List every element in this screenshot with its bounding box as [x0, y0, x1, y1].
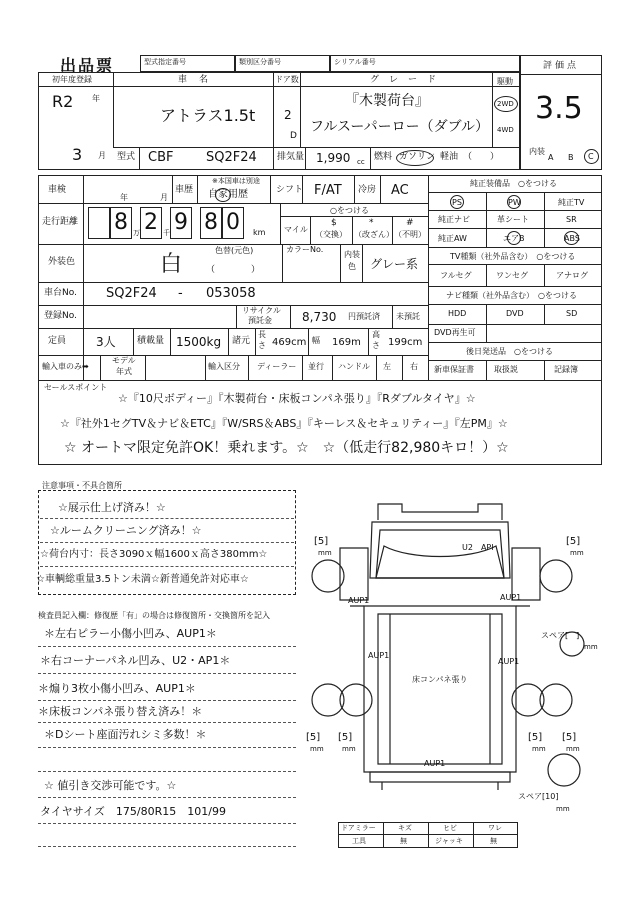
length-value: 469cm [272, 337, 307, 348]
interior-a: A [548, 153, 554, 162]
later-manual: 取扱説 [494, 365, 518, 374]
shift-value: F/AT [314, 183, 342, 198]
later-shipping-label: 後日発送品 ○をつける [466, 347, 553, 356]
recycle-value: 8,730 [302, 310, 337, 324]
interior-c: C [588, 152, 594, 161]
inspector-item-3: ＊煽り3枚小傷小凹み、AUP1＊ [38, 682, 196, 695]
mileage-label: 走行距離 [42, 217, 79, 227]
later-records: 記録簿 [554, 365, 578, 374]
damage-aup1-side-right: AUP1 [498, 657, 520, 666]
grade-line2: フルスーパーロー（ダブル） [310, 119, 490, 135]
mileage-digit-5: 0 [226, 210, 240, 235]
mile-label: マイル [284, 225, 308, 234]
sales-point-1: ☆『10尺ボディー』『木製荷台・床板コンパネ張り』『Rダブルタイヤ』☆ [118, 392, 476, 405]
tire-front-right: [5] [566, 536, 581, 547]
note-item-1: ☆展示仕上げ済み！☆ [58, 501, 166, 514]
equip-leather: 革シート [497, 215, 529, 224]
shift-label: シフト [276, 185, 304, 195]
ac-value: AC [391, 183, 409, 198]
document-title: 出品票 [60, 56, 115, 75]
exterior-label: 外装色 [48, 257, 76, 267]
serial-field: シリアル番号 [330, 55, 520, 72]
tire-rear-4: [5] [562, 732, 577, 743]
navi-type-label: ナビ種類（社外品含む） ○をつける [446, 291, 577, 300]
tv-type-label: TV種類（社外品含む） ○をつける [450, 252, 576, 261]
equip-genuine-navi: 純正ナビ [438, 215, 470, 224]
fuel-label: 燃料 [374, 152, 393, 162]
notes-label: 注意事項・不具合箇所 [42, 481, 122, 490]
first-reg-label: 初年度登録 [52, 75, 92, 84]
doors-label: ドア数 [275, 75, 299, 84]
equip-pw: PW [508, 198, 521, 207]
tire-front-left: [5] [314, 536, 329, 547]
equip-genuine-tv: 純正TV [558, 198, 585, 207]
mileage-digit-3: 9 [174, 210, 188, 235]
tire-rear-3: [5] [528, 732, 543, 743]
doors-value: 2 [284, 108, 292, 122]
model-type-label: 型式 [117, 152, 136, 162]
sales-point-2: ☆『社外1セグTV＆ナビ＆ETC』『W/SRS＆ABS』『キーレス＆セキュリティー』『左PM』☆ [60, 417, 508, 430]
tire-rear-2: [5] [338, 732, 353, 743]
chassis-label: 車台No. [44, 288, 77, 298]
interior-b: B [568, 153, 574, 162]
height-value: 199cm [388, 337, 423, 348]
inspector-item-8: タイヤサイズ 175/80R15 101/99 [40, 805, 226, 818]
ac-label: 冷房 [358, 185, 377, 195]
sales-point-3: ☆ オートマ限定免許OK！乗れます。☆ ☆（低走行82,980キロ！）☆ [64, 440, 509, 456]
load-value: 1500kg [176, 335, 222, 349]
damage-aup1-side-left: AUP1 [368, 651, 390, 660]
color-no-label: カラーNo. [286, 245, 324, 254]
mileage-digit-4: 8 [204, 210, 218, 235]
inspector-item-7: ☆ 値引き交渉可能です。☆ [44, 779, 177, 792]
damage-u2-api: U2 API [462, 543, 494, 552]
car-name: アトラス1.5t [160, 106, 256, 125]
category-field: 類別区分番号 [235, 55, 330, 72]
inspector-item-5: ＊Dシート座面汚れシミ多数！＊ [44, 728, 207, 741]
interior-color: グレー系 [370, 257, 419, 271]
inspection-label: 車検 [48, 185, 67, 195]
tv-fullseg: フルセグ [440, 271, 472, 280]
car-name-label: 車名 [178, 75, 221, 85]
inspector-item-1: ＊左右ピラー小傷小凹み、AUP1＊ [44, 627, 217, 640]
model-designation-field: 型式指定番号 [140, 55, 235, 72]
damage-aup1-left: AUP1 [348, 596, 370, 605]
width-value: 169m [332, 337, 361, 348]
drive-4wd: 4WD [497, 126, 514, 134]
inspector-item-2: ＊右コーナーパネル凹み、U2・AP1＊ [40, 654, 231, 667]
chassis-1: SQ2F24 [106, 286, 157, 301]
interior-label: 内装 [529, 147, 545, 156]
eval-label: 評価点 [543, 61, 580, 71]
equip-abs: ABS [564, 234, 580, 243]
inspector-item-4: ＊床板コンパネ張り替え済み！＊ [38, 705, 203, 718]
history-label: 車歴 [175, 185, 194, 195]
equip-sr: SR [566, 215, 577, 224]
navi-hdd: HDD [448, 309, 467, 318]
grade-label: グレード [370, 75, 447, 85]
equip-airbag: エアB [503, 234, 525, 243]
equip-genuine-aw: 純正AW [438, 234, 467, 243]
damage-floor: 床コンパネ張り [412, 675, 468, 684]
inspector-label: 検査員記入欄：修復歴「有」の場合は修復箇所・交換箇所を記入 [38, 611, 270, 620]
genuine-equipment-label: 純正装備品 ○をつける [470, 179, 557, 188]
vehicle-damage-diagram [300, 490, 600, 810]
fuel-light-oil: 軽油 [440, 152, 459, 162]
displacement-value: 1,990 [316, 151, 351, 165]
fuel-other: （ ） [463, 152, 500, 162]
note-item-2: ☆ルームクリーニング済み！☆ [50, 524, 202, 537]
grade-line1: 『木製荷台』 [345, 93, 429, 109]
eval-score: 3.5 [535, 91, 583, 126]
damage-aup1-rear: AUP1 [424, 759, 446, 768]
tools-value: 無 [400, 837, 407, 845]
first-reg-year: R2 [52, 92, 74, 111]
model-type-1: CBF [148, 150, 174, 165]
capacity-label: 定員 [48, 336, 67, 346]
note-item-3: ☆荷台内寸：長さ3090ｘ幅1600ｘ高さ380mm☆ [40, 549, 268, 560]
tire-rear-1: [5] [306, 732, 321, 743]
capacity-value: 3人 [96, 335, 116, 349]
model-type-2: SQ2F24 [206, 150, 257, 165]
spare-bottom-label: スペア[10] [518, 792, 559, 801]
damage-aup1-right: AUP1 [500, 593, 522, 602]
later-warranty: 新車保証書 [434, 365, 474, 374]
first-reg-month: 3 [72, 145, 83, 164]
fuel-value: ガソリン [399, 152, 436, 162]
import-only-label: 輸入車のみ➡ [42, 362, 89, 371]
history-value: 自家用歴 [208, 189, 248, 200]
mileage-digit-2: 2 [144, 210, 158, 235]
tv-oneseg: ワンセグ [496, 271, 528, 280]
exterior-color: 白 [160, 252, 183, 277]
note-item-4: ☆車輌総重量3.5トン未満☆新普通免許対応車☆ [36, 574, 249, 585]
displacement-label: 排気量 [277, 152, 305, 162]
registration-label: 登録No. [44, 311, 77, 321]
chassis-2: 053058 [206, 286, 256, 301]
navi-dvd: DVD [506, 309, 524, 318]
equip-ps: PS [452, 198, 462, 207]
sales-points-label: セールスポイント [44, 383, 108, 392]
mileage-digit-1: 8 [114, 210, 128, 235]
navi-sd: SD [566, 309, 578, 318]
spare-top-label: スペア[ ] [541, 631, 580, 640]
dvd-play: DVD再生可 [434, 328, 476, 337]
tv-analog: アナログ [556, 271, 588, 280]
jack-value: 無 [490, 837, 497, 845]
drive-2wd: 2WD [497, 100, 514, 108]
drive-label: 駆動 [497, 77, 513, 86]
